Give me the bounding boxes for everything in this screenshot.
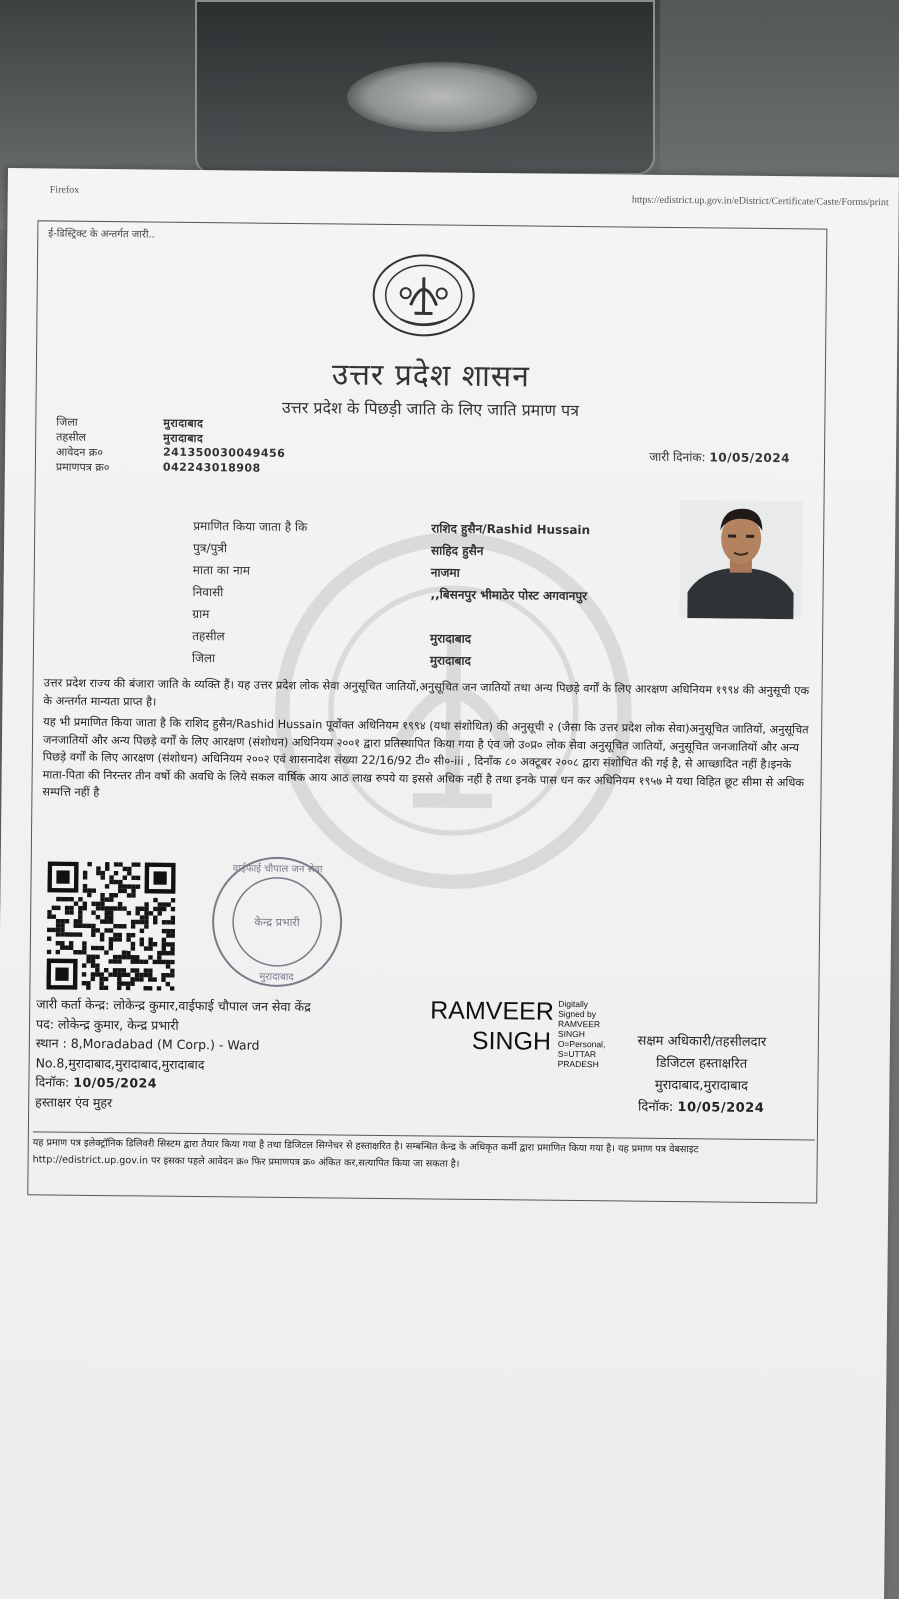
- officer-date-label: दिनॉक:: [638, 1099, 674, 1116]
- screen-glare: [347, 62, 537, 132]
- stamp-text-bottom: मुरादाबाद: [259, 971, 294, 984]
- info-label: आवेदन क्र०: [55, 445, 104, 460]
- signature-note-line: Digitally: [558, 998, 589, 1010]
- officer-title: सक्षम अधिकारी/तहसीलदार: [637, 1033, 767, 1050]
- income-paragraph: यह भी प्रमाणित किया जाता है कि राशिद हुसैन/Rashid Hussain पूर्वोक्त अधिनियम १९९४ (यथा संशोधित) की अनुसूची २ (जैसा कि उत्तर प्रदेश लोक सेवा)अनुसूचित जातियों, अनुसूचित जनजातियों और अन्य पिछड़े वर्गों के लिए आरक्षण (संशोधन) अधिनियम २००१ द्वारा प्रतिस्थापित किया गया है एंव जो उ०प्र० लोक सेवा अनुसूचित जातियों, अनुसूचित जनजातियों और अन्य पिछड़े वर्गों के लिए आरक्षण (संशोधन) अधिनियम २००२ एवं शासनादेश संख्या 22/16/92 टी० सी०-iii , दिनाँक ८० अक्टूबर २००८ द्वारा संशोधित की गई है, से आच्छादित नहीं है।इनके माता-पिता की निरन्तर तीन वर्षो की अवधि के लिये सकल वार्षिक आय आठ लाख रुपये या इससे अधिक नहीं है तथा इनके पास धन कर अधिनियम १९५७ मे यथा विहित छूट सीमा से अधिक सम्पत्ति नहीं है: [42, 715, 809, 799]
- detail-label: तहसील: [192, 628, 225, 644]
- issuer-place-line2: No.8,मुरादाबाद,मुरादाबाद,मुरादाबाद: [35, 1054, 205, 1072]
- signature-note-line: O=Personal,: [557, 1038, 606, 1050]
- detail-label: पुत्र/पुत्री: [192, 540, 228, 556]
- info-value: 042243018908: [162, 460, 261, 475]
- up-govt-emblem: [370, 253, 477, 338]
- issuer-center: जारी कर्ता केन्द्र: लोकेन्द्र कुमार,वाईफाई चौपाल जन सेवा केंद्र: [36, 996, 311, 1015]
- caste-paragraph: उत्तर प्रदेश राज्य की बंजारा जाति के व्यक्ति हैं। यह उत्तर प्रदेश लोक सेवा अनुसूचित जातियों,अनुसूचित जन जातियों तथा अन्य पिछड़े वर्गों के लिए आरक्षण अधिनियम १९९४ की अनुसूची एक के अन्तर्गत मान्यता प्राप्त है।: [43, 676, 810, 709]
- signature-note-line: RAMVEER: [558, 1018, 601, 1030]
- officer-date: [601, 1096, 801, 1120]
- officer-signed: डिजिटल हस्ताक्षरित: [656, 1055, 748, 1072]
- background-surface-right: [660, 0, 899, 175]
- issue-date-value: 10/05/2024: [709, 450, 791, 466]
- digital-signature: [429, 995, 610, 1097]
- detail-value: ,,बिसनपुर भीमाठेर पोस्ट अगवानपुर: [430, 587, 588, 604]
- stamp-text-top: वाईफाई चौपाल जन सेवा: [232, 863, 323, 876]
- detail-row-district: [192, 649, 692, 676]
- detail-label: निवासी: [192, 584, 224, 600]
- detail-value: साहिद हुसैन: [430, 543, 484, 558]
- info-label: जिला: [56, 415, 78, 429]
- officer-date-value: 10/05/2024: [677, 1100, 765, 1116]
- issuer-block: [35, 994, 416, 1115]
- info-label: प्रमाणपत्र क्र०: [55, 460, 110, 475]
- officer-place: मुरादाबाद,मुरादाबाद: [654, 1077, 748, 1094]
- detail-value: राशिद हुसैन/Rashid Hussain: [431, 521, 591, 538]
- detail-label: माता का नाम: [192, 562, 251, 578]
- info-value: 241350030049456: [162, 445, 286, 460]
- info-value: मुरादाबाद: [163, 431, 204, 446]
- info-value: मुरादाबाद: [163, 416, 204, 431]
- issuer-designation: पद: लोकेन्द्र कुमार, केन्द्र प्रभारी: [35, 1015, 179, 1033]
- browser-title: Firefox: [49, 184, 80, 196]
- signer-name-line2: SINGH: [471, 1026, 552, 1056]
- signature-note-line: S=UTTAR: [557, 1048, 597, 1060]
- holder-photo: [679, 500, 802, 619]
- detail-label: प्रमाणित किया जाता है कि: [193, 518, 308, 535]
- issuer-sign-label: हस्ताक्षर एंव मुहर: [35, 1093, 113, 1110]
- signer-name-line1: RAMVEER: [430, 996, 554, 1026]
- info-row-certificate-no: [56, 460, 316, 478]
- certificate-info: [56, 415, 317, 478]
- signature-note-line: Signed by: [558, 1008, 597, 1020]
- detail-value: मुरादाबाद: [429, 653, 471, 668]
- issued-under-note: ई-डिस्ट्रिक्ट के अन्तर्गत जारी..: [48, 228, 155, 241]
- issue-date: [649, 448, 790, 466]
- certificate-subtitle: उत्तर प्रदेश के पिछड़ी जाति के लिए जाति प्रमाण पत्र: [281, 397, 580, 420]
- verification-footer: यह प्रमाण पत्र इलेक्ट्रॉनिक डिलिवरी सिस्टम द्वारा तैयार किया गया है तथा डिजिटल सिग्नेचर से हस्ताक्षरित है। सम्बन्धित केन्द्र के अधिकृत कर्मी द्वारा प्रमाणित किया गया है। यह प्रमाण पत्र वेबसाइट http://edistrict.up.gov.in पर इसका पहले आवेदन क्र० फिर प्रमाणपत्र क्र० अंकित कर,सत्यापित किया जा सकता है।: [33, 1131, 815, 1176]
- issuer-place-line1: स्थान : 8,Moradabad (M Corp.) - Ward: [35, 1035, 260, 1053]
- caste-certificate: [27, 220, 827, 1203]
- government-title: उत्तर प्रदेश शासन: [331, 357, 531, 395]
- detail-value: नाजमा: [430, 565, 460, 580]
- qr-code: [46, 861, 175, 990]
- browser-url: https://edistrict.up.gov.in/eDistrict/Certificate/Caste/Forms/print: [631, 194, 889, 209]
- stamp-text-mid: केन्द्र प्रभारी: [254, 915, 300, 930]
- competent-officer: [601, 1030, 802, 1120]
- printed-page: [0, 168, 899, 1599]
- issuer-date-value: 10/05/2024: [73, 1074, 158, 1091]
- issue-date-label: जारी दिनांक:: [649, 449, 706, 465]
- background-device: [195, 0, 655, 175]
- signature-note-line: SINGH: [557, 1028, 585, 1040]
- holder-details: [192, 517, 694, 676]
- detail-value: मुरादाबाद: [430, 631, 472, 646]
- signature-note-line: PRADESH: [557, 1058, 599, 1070]
- center-stamp: [206, 851, 347, 992]
- detail-label: जिला: [191, 650, 216, 666]
- issuer-date-label: दिनॉक:: [35, 1074, 70, 1090]
- info-label: तहसील: [56, 430, 87, 444]
- detail-label: ग्राम: [192, 606, 210, 622]
